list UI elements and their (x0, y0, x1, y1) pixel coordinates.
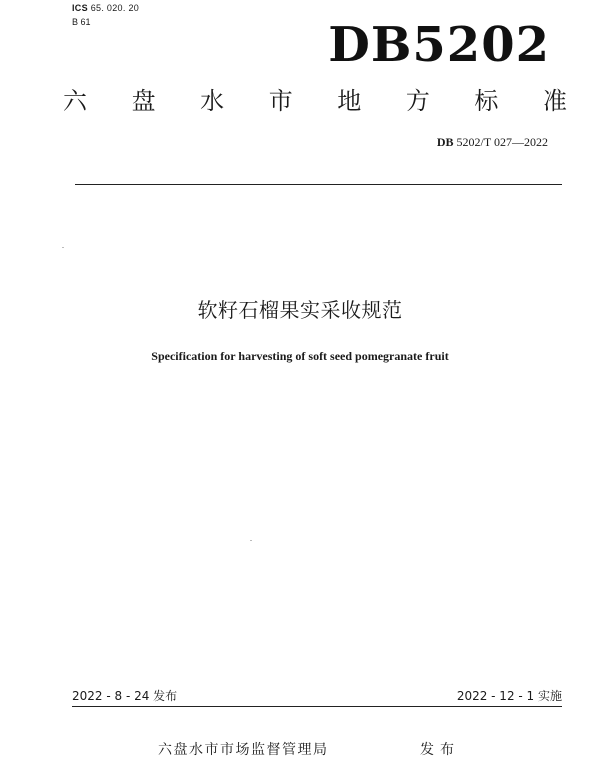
scan-speck (62, 247, 64, 248)
publisher-name: 六盘水市市场监督管理局 (158, 742, 329, 758)
standard-type-char: 水 (200, 87, 225, 115)
header-divider (75, 184, 562, 185)
implementation-date: 2022 - 12 - 1 实施 (456, 689, 562, 703)
standard-type-char: 六 (63, 87, 87, 115)
standard-type-heading (60, 84, 570, 118)
footer-divider (72, 706, 562, 707)
standard-number-value: 5202/T 027—2022 (456, 135, 548, 149)
ics-code (72, 2, 139, 14)
ics-prefix: ICS (72, 3, 88, 13)
standard-type-char: 标 (474, 87, 499, 115)
ics-number: 65. 020. 20 (90, 3, 140, 13)
standard-type-char: 方 (405, 87, 430, 115)
document-title-chinese: 软籽石榴果实采收规范 (197, 298, 403, 322)
standard-type-char: 准 (542, 87, 567, 115)
standard-number-prefix: DB (436, 135, 454, 149)
publish-label: 发布 (420, 742, 460, 758)
standard-type-char: 市 (268, 87, 293, 115)
issue-date: 2022 - 8 - 24 发布 (72, 689, 178, 703)
scan-speck (250, 540, 252, 541)
standard-type-char: 地 (337, 87, 362, 115)
standard-number (437, 134, 548, 150)
standard-logo: DB5202 (328, 17, 550, 73)
standard-type-char: 盘 (131, 87, 156, 115)
ccs-code: B 61 (72, 17, 91, 27)
document-title-english: Specification for harvesting of soft seed pomegranate fruit (151, 349, 449, 363)
